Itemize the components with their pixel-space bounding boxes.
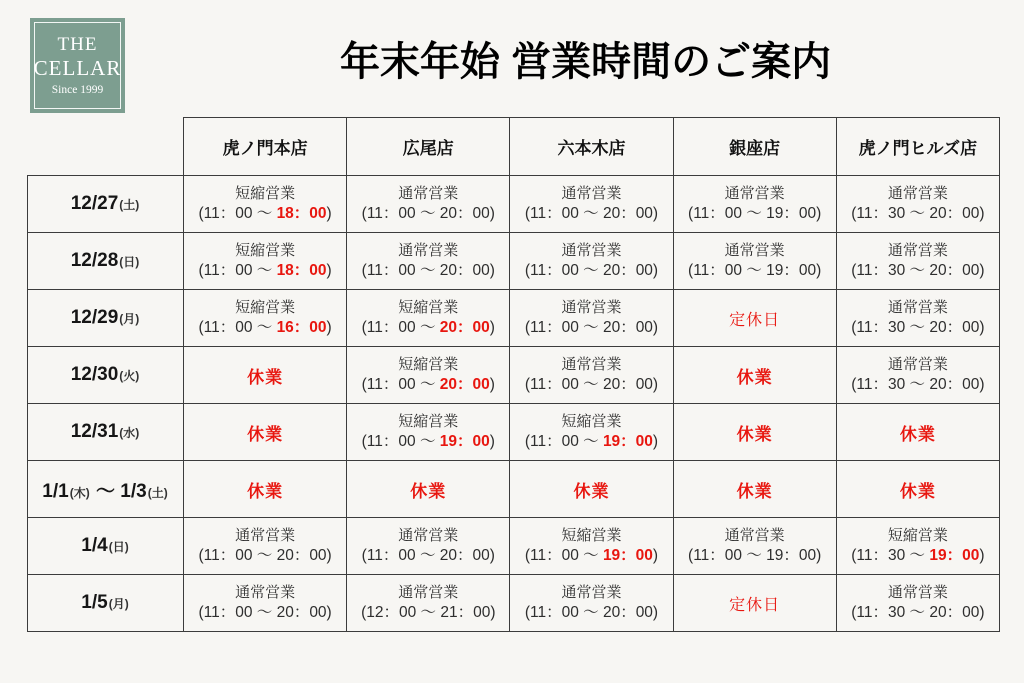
date-cell [28,518,184,575]
time-range: (11：30 ～ 20：00) [851,604,985,622]
closed-cell [184,404,347,461]
time-range: (11：00 ～ 19：00) [524,547,659,565]
date-cell [28,347,184,404]
hours-cell [836,233,999,290]
closed-label: 休業 [410,481,447,501]
corner-cell [28,118,184,176]
time-red-segment: 19：00 [439,433,490,451]
hours-cell [184,575,347,632]
hours-cell [673,233,836,290]
weekday-text: (水) [119,426,140,440]
time-range: (11：00 ～ 19：00) [361,433,495,451]
cellar-logo [30,18,125,113]
store-header-row [28,118,1000,176]
status-label: 通常営業 [887,355,948,373]
date-text: 12/31 [70,421,119,442]
status-label: 通常営業 [235,526,296,544]
table-row [28,176,1000,233]
date-text: ～ 1/3 [90,480,147,502]
hours-cell [510,404,673,461]
closed-label: 休業 [736,424,773,444]
weekday-text: (火) [119,369,140,383]
hours-cell [510,233,673,290]
hours-cell [836,575,999,632]
time-range: (11：00 ～ 20：00) [361,319,495,337]
closed-cell [673,461,836,518]
date-cell [28,404,184,461]
time-range: (11：00 ～ 20：00) [361,262,495,280]
time-range: (12：00 ～ 21：00) [361,604,496,622]
time-red-segment: 19：00 [602,433,653,451]
status-label: 通常営業 [724,184,785,202]
date-text: 1/5 [81,592,108,613]
hours-table [27,117,1000,632]
closed-label: 休業 [247,424,284,444]
status-label: 通常営業 [724,241,785,259]
logo-text-since: Since 1999 [51,83,104,96]
time-range: (11：00 ～ 20：00) [524,376,659,394]
cellar-logo-frame [34,22,121,109]
hours-cell [510,575,673,632]
closed-cell [510,461,673,518]
status-label: 短縮営業 [398,412,459,430]
time-range: (11：00 ～ 19：00) [688,205,822,223]
hours-cell [347,518,510,575]
logo-text-the: THE [57,33,98,55]
weekday-text: (月) [108,597,129,611]
date-cell [28,233,184,290]
status-label: 通常営業 [887,583,948,601]
date-cell [28,290,184,347]
hours-cell [184,176,347,233]
closed-cell [673,347,836,404]
table-row [28,233,1000,290]
time-range: (11：00 ～ 18：00) [198,205,332,223]
closed-cell [673,290,836,347]
status-label: 短縮営業 [398,355,459,373]
date-text: 1/4 [81,535,108,556]
closed-cell [836,461,999,518]
time-range: (11：00 ～ 20：00) [361,547,495,565]
closed-label: 休業 [899,424,936,444]
time-range: (11：00 ～ 19：00) [688,262,822,280]
status-label: 通常営業 [887,184,948,202]
date-cell [28,461,184,518]
page-title: 年末年始 営業時間のご案内 [340,40,832,84]
time-range: (11：00 ～ 19：00) [688,547,822,565]
closed-label: 休業 [899,481,936,501]
hours-cell [347,404,510,461]
status-label: 短縮営業 [887,526,948,544]
hours-cell [184,290,347,347]
hours-cell [184,518,347,575]
store-header-1: 広尾店 [347,118,510,176]
weekday-text: (土) [119,198,140,212]
time-range: (11：30 ～ 19：00) [851,547,985,565]
table-row [28,290,1000,347]
date-text: 12/28 [70,250,119,271]
hours-cell [836,176,999,233]
status-label: 短縮営業 [561,526,622,544]
hours-table-head [28,118,1000,176]
hours-cell [673,518,836,575]
store-header-3: 銀座店 [673,118,836,176]
time-range: (11：30 ～ 20：00) [851,205,985,223]
status-label: 短縮営業 [235,184,296,202]
hours-cell [673,176,836,233]
time-red-segment: 16：00 [276,319,327,337]
date-text: 12/30 [70,364,119,385]
closed-cell [184,347,347,404]
status-label: 通常営業 [398,583,459,601]
time-range: (11：00 ～ 20：00) [361,376,495,394]
closed-label: 休業 [736,481,773,501]
time-range: (11：00 ～ 20：00) [524,604,659,622]
time-range: (11：00 ～ 20：00) [524,319,659,337]
time-red-segment: 18：00 [276,262,327,280]
weekday-text: (月) [119,312,140,326]
hours-cell [510,176,673,233]
status-label: 通常営業 [398,184,459,202]
time-range: (11：00 ～ 20：00) [361,205,495,223]
status-label: 通常営業 [561,241,622,259]
closed-label: 休業 [247,481,284,501]
time-red-segment: 19：00 [929,547,980,565]
table-row [28,347,1000,404]
status-label: 通常営業 [561,355,622,373]
weekday-text: (日) [108,540,129,554]
hours-cell [184,233,347,290]
table-row [28,461,1000,518]
hours-cell [510,518,673,575]
closed-label: 休業 [736,367,773,387]
time-range: (11：00 ～ 16：00) [198,319,332,337]
time-range: (11：00 ～ 20：00) [524,262,659,280]
status-label: 短縮営業 [398,298,459,316]
closed-label: 定休日 [729,311,781,329]
table-row [28,404,1000,461]
time-red-segment: 20：00 [439,319,490,337]
date-text: 1/1 [42,480,69,502]
time-range: (11：30 ～ 20：00) [851,319,985,337]
date-cell [28,176,184,233]
weekday-text: (木) [69,485,90,500]
status-label: 通常営業 [887,298,948,316]
closed-cell [836,404,999,461]
hours-cell [836,347,999,404]
closed-cell [347,461,510,518]
hours-cell [347,347,510,404]
weekday-text: (日) [119,255,140,269]
hours-cell [510,347,673,404]
status-label: 通常営業 [724,526,785,544]
status-label: 通常営業 [887,241,948,259]
time-range: (11：00 ～ 20：00) [198,604,332,622]
hours-table-body [28,176,1000,632]
hours-cell [836,518,999,575]
closed-cell [184,461,347,518]
status-label: 通常営業 [561,583,622,601]
closed-cell [673,404,836,461]
time-red-segment: 19：00 [602,547,653,565]
time-range: (11：30 ～ 20：00) [851,376,985,394]
status-label: 通常営業 [398,526,459,544]
table-row [28,575,1000,632]
closed-label: 休業 [573,481,610,501]
hours-cell [347,233,510,290]
store-header-0: 虎ノ門本店 [184,118,347,176]
store-header-2: 六本木店 [510,118,673,176]
closed-label: 休業 [247,367,284,387]
hours-cell [836,290,999,347]
time-range: (11：30 ～ 20：00) [851,262,985,280]
weekday-text: (土) [147,485,168,500]
time-range: (11：00 ～ 20：00) [198,547,332,565]
hours-cell [510,290,673,347]
status-label: 通常営業 [398,241,459,259]
table-row [28,518,1000,575]
date-text: 12/29 [70,307,119,328]
status-label: 短縮営業 [235,298,296,316]
closed-cell [673,575,836,632]
hours-cell [347,176,510,233]
hours-cell [347,575,510,632]
closed-label: 定休日 [729,596,781,614]
hours-cell [347,290,510,347]
time-range: (11：00 ～ 18：00) [198,262,332,280]
time-range: (11：00 ～ 20：00) [524,205,659,223]
logo-text-cellar: CELLAR [33,55,122,80]
status-label: 短縮営業 [235,241,296,259]
time-range: (11：00 ～ 19：00) [524,433,659,451]
date-text: 12/27 [70,193,119,214]
status-label: 短縮営業 [561,412,622,430]
time-red-segment: 20：00 [439,376,490,394]
time-red-segment: 18：00 [276,205,327,223]
status-label: 通常営業 [561,298,622,316]
status-label: 通常営業 [235,583,296,601]
status-label: 通常営業 [561,184,622,202]
store-header-4: 虎ノ門ヒルズ店 [836,118,999,176]
date-cell [28,575,184,632]
